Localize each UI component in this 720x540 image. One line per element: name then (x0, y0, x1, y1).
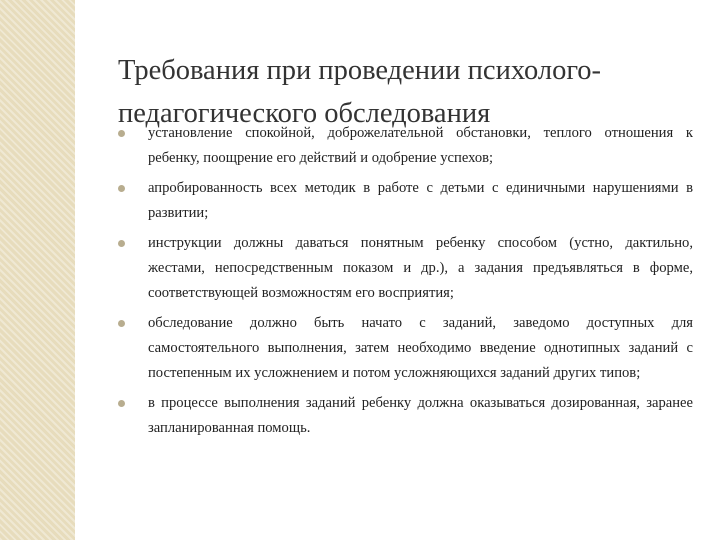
bullet-text: в процессе выполнения заданий ребенку должна оказываться дозированная, заранее запланированная помощь. (148, 395, 693, 436)
bullet-text: обследование должно быть начато с заданий, заведомо доступных для самостоятельного выполнения, затем необходимо введение однотипных заданий с постепенным их усложнением и потом усложняющихся заданий других типов; (148, 315, 693, 381)
title-line-2: педагогического обследования (118, 98, 491, 130)
bullet-dot-icon (118, 320, 125, 327)
decorative-side-band (0, 0, 75, 540)
bullet-dot-icon (118, 130, 125, 137)
bullet-item-2 (118, 176, 693, 226)
title-line-1: Требования при проведении психолого- (118, 55, 602, 87)
bullet-dot-icon (118, 185, 125, 192)
bullet-text: апробированность всех методик в работе с детьми с единичными нарушениями в развитии; (148, 180, 693, 221)
bullet-item-1 (118, 121, 693, 171)
bullet-item-4 (118, 311, 693, 386)
bullet-item-3 (118, 231, 693, 306)
bullet-dot-icon (118, 400, 125, 407)
bullet-text: инструкции должны даваться понятным ребенку способом (устно, дактильно, жестами, непосредственным показом и др.), а задания предъявляться в форме, соответствующей возможностям его восприятия; (148, 235, 693, 301)
bullet-list (118, 121, 693, 441)
bullet-dot-icon (118, 240, 125, 247)
bullet-item-5 (118, 391, 693, 441)
bullet-text: установление спокойной, доброжелательной обстановки, теплого отношения к ребенку, поощрение его действий и одобрение успехов; (148, 125, 693, 166)
